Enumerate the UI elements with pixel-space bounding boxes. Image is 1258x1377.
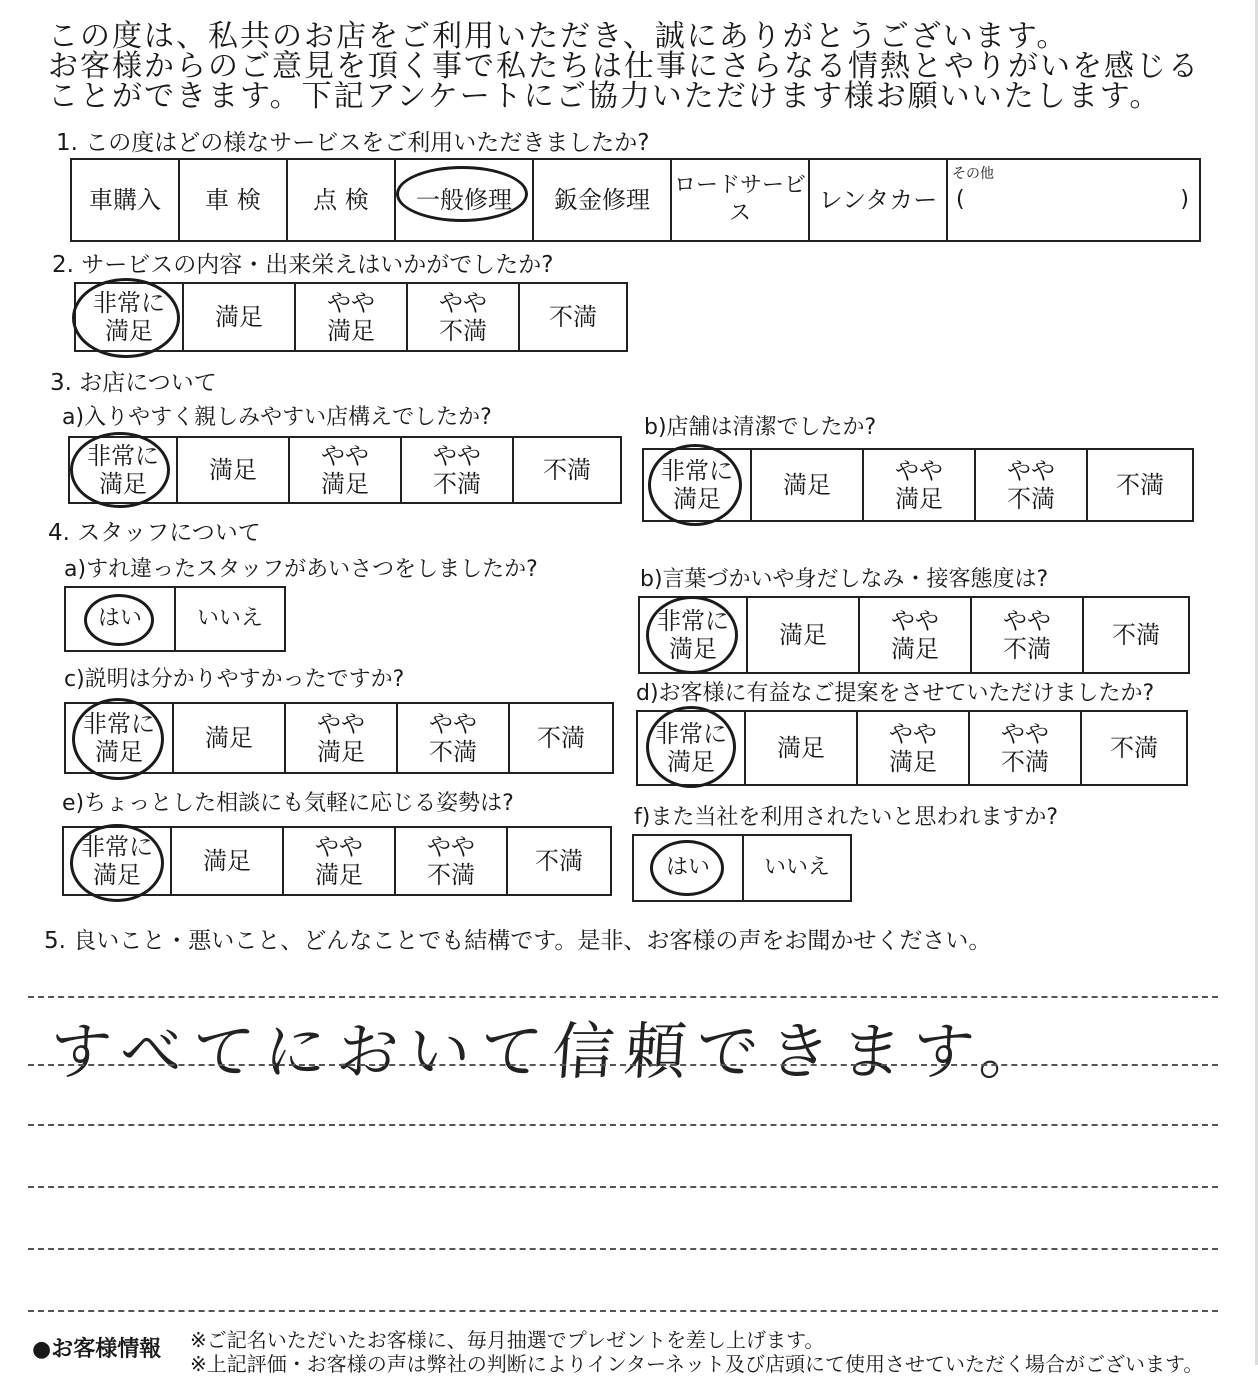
q3b-option-satisfied[interactable] — [752, 450, 864, 520]
option-label: 不満 — [549, 303, 597, 331]
option-label: やや 満足 — [321, 442, 369, 498]
q1-option-road-service[interactable] — [672, 160, 810, 240]
q3b-question: b)店舗は清潔でしたか? — [644, 415, 877, 440]
q4c-option-somewhat-dissatisfied[interactable] — [398, 704, 510, 772]
intro-line-1: この度は、私共のお店をご利用いただき、誠にありがとうございます。 — [48, 19, 1069, 54]
option-label: 満足 — [777, 734, 825, 762]
q2-option-somewhat-dissatisfied[interactable] — [408, 284, 520, 350]
answer-line — [28, 996, 1218, 998]
q4c-rating-table — [64, 702, 614, 774]
q4b-rating-table — [638, 596, 1190, 674]
answer-line — [28, 1310, 1218, 1312]
option-label: 不満 — [1110, 734, 1158, 762]
q4d-question: d)お客様に有益なご提案をさせていただけましたか? — [636, 681, 1155, 706]
q4c-question: c)説明は分かりやすかったですか? — [64, 667, 405, 692]
q3a-question: a)入りやすく親しみやすい店構えでしたか? — [62, 405, 492, 430]
q4a-yesno-table — [64, 586, 286, 652]
option-label: はい — [665, 855, 710, 880]
q4a-question: a)すれ違ったスタッフがあいさつをしましたか? — [64, 557, 538, 582]
option-label: 非常に 満足 — [655, 720, 727, 776]
option-label: やや 不満 — [427, 833, 475, 889]
q1-option-body-repair[interactable] — [534, 160, 672, 240]
q3-title: 3. お店について — [50, 370, 217, 396]
option-label: 不満 — [537, 724, 585, 752]
option-label: 不満 — [535, 847, 583, 875]
q4f-option-no[interactable] — [744, 836, 850, 900]
q3b-option-dissatisfied[interactable] — [1088, 450, 1192, 520]
q4e-option-dissatisfied[interactable] — [508, 828, 610, 894]
option-label: 車購入 — [89, 186, 161, 214]
q4d-option-very-satisfied[interactable] — [638, 712, 746, 784]
q4c-option-satisfied[interactable] — [174, 704, 286, 772]
option-label: やや 不満 — [429, 710, 477, 766]
option-label: やや 満足 — [889, 720, 937, 776]
option-label: 満足 — [215, 303, 263, 331]
q4a-option-no[interactable] — [176, 588, 284, 650]
option-label: 非常に 満足 — [81, 833, 153, 889]
q5-answer-handwritten: すべてにおいて信頼できます。 — [47, 1015, 1055, 1088]
q3b-option-very-satisfied[interactable] — [644, 450, 752, 520]
q1-options-table — [70, 158, 1201, 242]
q2-option-somewhat-satisfied[interactable] — [296, 284, 408, 350]
q3b-rating-table — [642, 448, 1194, 522]
q4e-question: e)ちょっとした相談にも気軽に応じる姿勢は? — [62, 791, 514, 816]
option-label: はい — [97, 606, 142, 631]
option-label: 車 検 — [205, 186, 261, 214]
q4e-option-somewhat-dissatisfied[interactable] — [396, 828, 508, 894]
option-label: やや 満足 — [891, 607, 939, 663]
option-label: 非常に 満足 — [661, 457, 733, 513]
q4f-question: f)また当社を利用されたいと思われますか? — [634, 805, 1059, 830]
q2-question: 2. サービスの内容・出来栄えはいかがでしたか? — [52, 252, 554, 278]
q3b-option-somewhat-satisfied[interactable] — [864, 450, 976, 520]
option-label: やや 不満 — [1007, 457, 1055, 513]
q2-option-very-satisfied[interactable] — [76, 284, 184, 350]
option-label: やや 満足 — [895, 457, 943, 513]
q1-option-other[interactable] — [948, 160, 1199, 240]
q4f-option-yes[interactable] — [634, 836, 744, 900]
q4d-option-satisfied[interactable] — [746, 712, 858, 784]
q3a-option-dissatisfied[interactable] — [514, 438, 620, 502]
option-label: 満足 — [783, 471, 831, 499]
option-label: 非常に 満足 — [87, 442, 159, 498]
q4-title: 4. スタッフについて — [48, 520, 261, 546]
intro-text — [48, 19, 1200, 114]
q2-rating-table — [74, 282, 628, 352]
q3a-option-satisfied[interactable] — [178, 438, 290, 502]
q4c-option-dissatisfied[interactable] — [510, 704, 612, 772]
option-label: やや 満足 — [315, 833, 363, 889]
intro-line-2: お客様からのご意見を頂く事で私たちは仕事にさらなる情熱とやりがいを感じる — [48, 49, 1200, 84]
q4b-question: b)言葉づかいや身だしなみ・接客態度は? — [640, 567, 1049, 592]
other-label: その他 — [952, 166, 994, 182]
q1-option-inspection-shaken[interactable] — [180, 160, 288, 240]
option-label: 鈑金修理 — [554, 186, 650, 214]
option-label: 一般修理 — [416, 186, 512, 214]
q4e-option-somewhat-satisfied[interactable] — [284, 828, 396, 894]
q4d-option-somewhat-satisfied[interactable] — [858, 712, 970, 784]
intro-line-3: ことができます。下記アンケートにご協力いただけます様お願いいたします。 — [48, 79, 1162, 114]
q1-option-general-repair[interactable] — [396, 160, 534, 240]
q3a-option-somewhat-dissatisfied[interactable] — [402, 438, 514, 502]
option-label: 不満 — [1116, 471, 1164, 499]
answer-line — [28, 1124, 1218, 1126]
customer-info-note-2: ※上記評価・お客様の声は弊社の判断によりインターネット及び店頭にて使用させていただく場合がございます。 — [190, 1352, 1204, 1376]
q5-question: 5. 良いこと・悪いこと、どんなことでも結構です。是非、お客様の声をお聞かせください。 — [44, 928, 992, 954]
q3a-rating-table — [68, 436, 622, 504]
q4b-option-somewhat-dissatisfied[interactable] — [972, 598, 1084, 672]
option-label: 非常に 満足 — [83, 710, 155, 766]
option-label: いいえ — [763, 855, 830, 880]
q2-option-dissatisfied[interactable] — [520, 284, 626, 350]
option-label: 満足 — [209, 456, 257, 484]
answer-line — [28, 1186, 1218, 1188]
q1-option-rental-car[interactable] — [810, 160, 948, 240]
option-label: 点 検 — [313, 186, 369, 214]
option-label: 不満 — [1112, 621, 1160, 649]
q3a-option-somewhat-satisfied[interactable] — [290, 438, 402, 502]
q4c-option-very-satisfied[interactable] — [66, 704, 174, 772]
option-label: 不満 — [543, 456, 591, 484]
q4e-option-very-satisfied[interactable] — [64, 828, 172, 894]
q4d-rating-table — [636, 710, 1188, 786]
other-close-paren: ) — [1180, 187, 1189, 212]
q4c-option-somewhat-satisfied[interactable] — [286, 704, 398, 772]
q1-option-car-purchase[interactable] — [72, 160, 180, 240]
answer-line — [28, 1064, 1218, 1066]
q4b-option-dissatisfied[interactable] — [1084, 598, 1188, 672]
q4b-option-satisfied[interactable] — [748, 598, 860, 672]
q4e-option-satisfied[interactable] — [172, 828, 284, 894]
option-label: やや 満足 — [327, 289, 375, 345]
q1-question: 1. この度はどの様なサービスをご利用いただきましたか? — [56, 130, 650, 156]
option-label: いいえ — [196, 606, 263, 631]
option-label: 満足 — [779, 621, 827, 649]
q4b-option-very-satisfied[interactable] — [640, 598, 748, 672]
option-label: 満足 — [203, 847, 251, 875]
option-label: やや 満足 — [317, 710, 365, 766]
option-label: やや 不満 — [439, 289, 487, 345]
other-open-paren: ( — [956, 187, 965, 212]
q4e-rating-table — [62, 826, 612, 896]
q3b-option-somewhat-dissatisfied[interactable] — [976, 450, 1088, 520]
option-label: 満足 — [205, 724, 253, 752]
option-label: レンタカー — [818, 186, 938, 214]
option-label: やや 不満 — [433, 442, 481, 498]
q4d-option-dissatisfied[interactable] — [1082, 712, 1186, 784]
q4f-yesno-table — [632, 834, 852, 902]
option-label: 非常に 満足 — [93, 289, 165, 345]
option-label: やや 不満 — [1001, 720, 1049, 776]
q1-option-checkup[interactable] — [288, 160, 396, 240]
customer-info-title: ●お客様情報 — [32, 1337, 162, 1362]
option-label: 非常に 満足 — [657, 607, 729, 663]
q4d-option-somewhat-dissatisfied[interactable] — [970, 712, 1082, 784]
answer-line — [28, 1248, 1218, 1250]
customer-info-note-1: ※ご記名いただいたお客様に、毎月抽選でプレゼントを差し上げます。 — [190, 1328, 825, 1352]
q4a-option-yes[interactable] — [66, 588, 176, 650]
option-label: やや 不満 — [1003, 607, 1051, 663]
q2-option-satisfied[interactable] — [184, 284, 296, 350]
q4b-option-somewhat-satisfied[interactable] — [860, 598, 972, 672]
q3a-option-very-satisfied[interactable] — [70, 438, 178, 502]
option-label: ロードサービス — [673, 173, 806, 226]
